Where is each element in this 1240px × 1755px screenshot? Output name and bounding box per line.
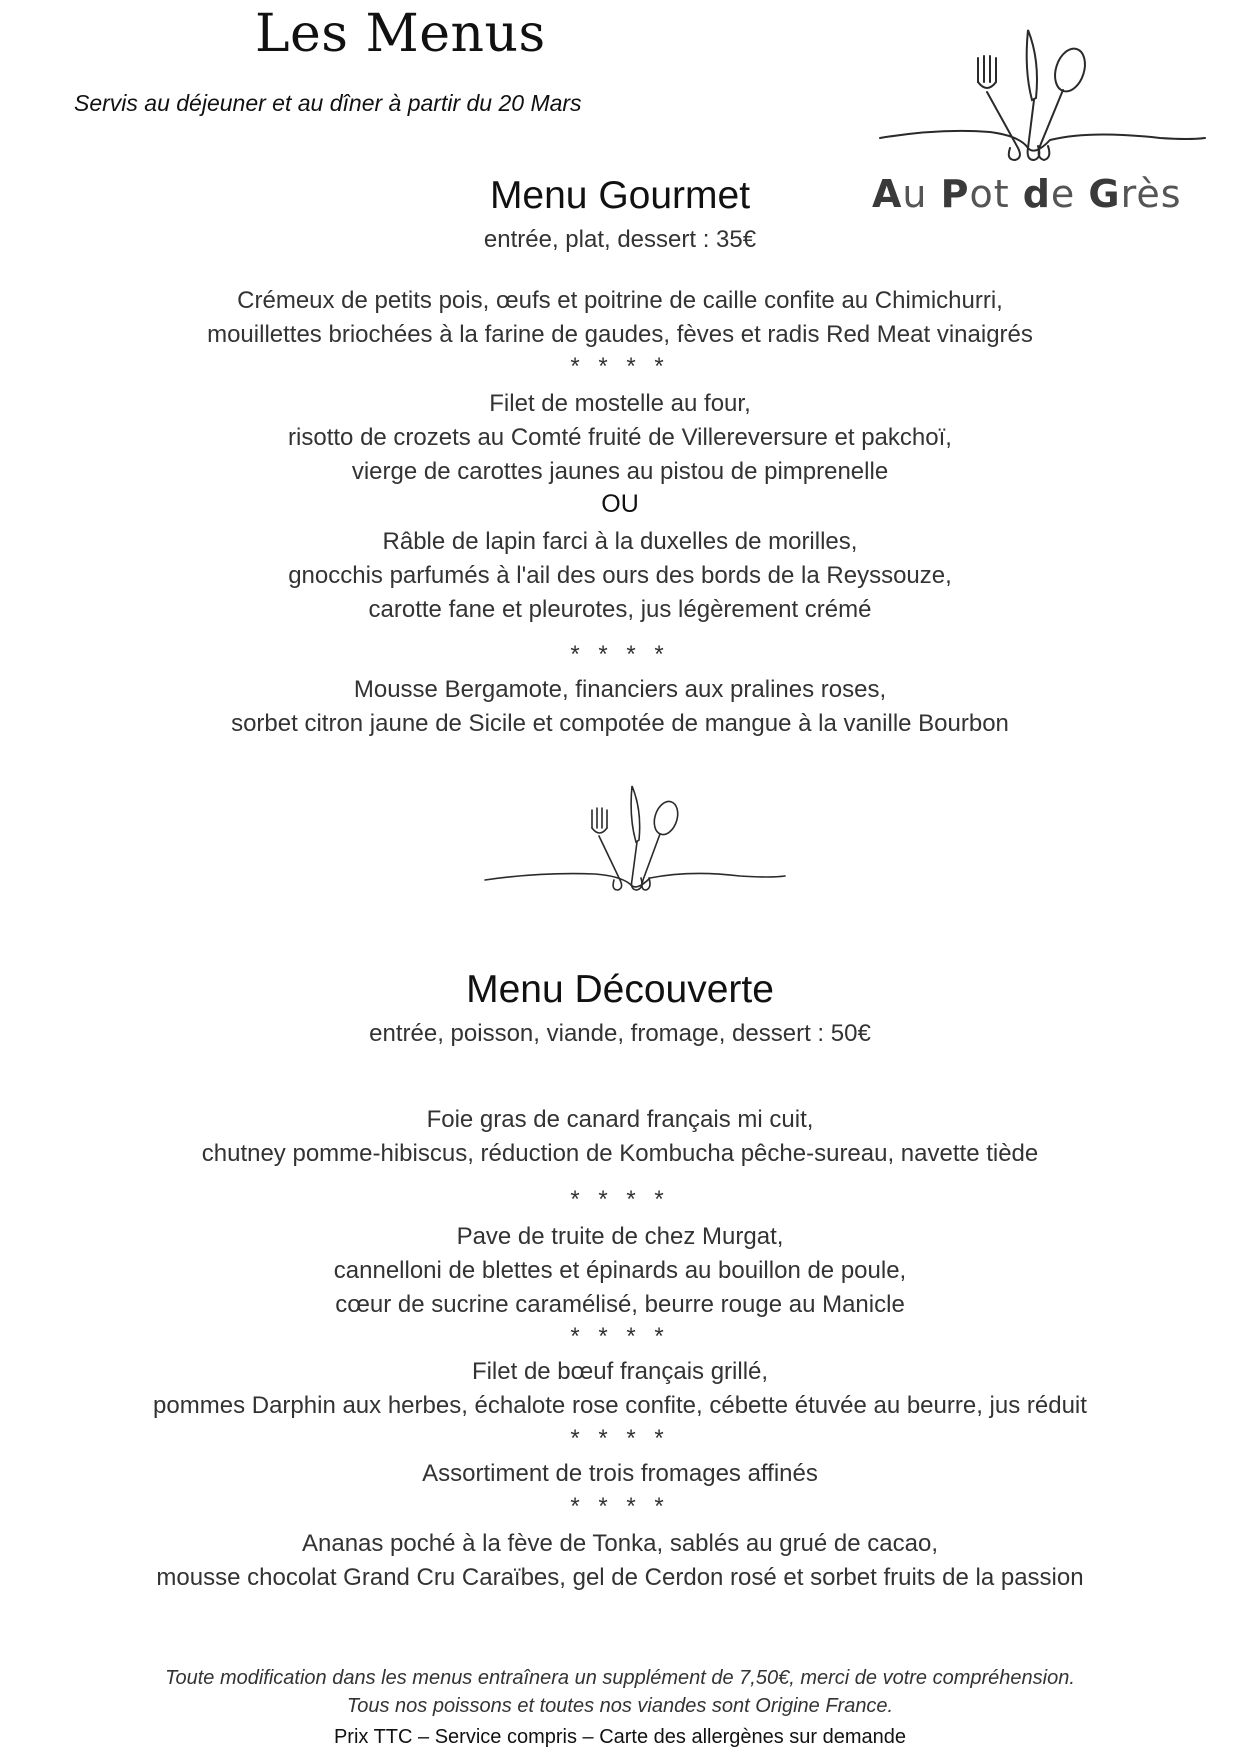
origin-note: Tous nos poissons et toutes nos viandes sont Origine France.	[346, 1695, 894, 1717]
separator-stars: * * * *	[570, 1493, 670, 1520]
dish-line: sorbet citron jaune de Sicile et compotée de mangue à la vanille Bourbon	[231, 710, 1009, 737]
separator-stars: * * * *	[570, 641, 670, 668]
dish-line: Foie gras de canard français mi cuit,	[426, 1106, 814, 1133]
dish-line: cœur de sucrine caramélisé, beurre rouge au Manicle	[335, 1291, 905, 1318]
dish-line: Filet de bœuf français grillé,	[471, 1358, 769, 1385]
dish-line: pommes Darphin aux herbes, échalote rose confite, cébette étuvée au beurre, jus réduit	[153, 1392, 1087, 1419]
dish-line: mousse chocolat Grand Cru Caraïbes, gel de Cerdon rosé et sorbet fruits de la passion	[156, 1564, 1084, 1591]
dish-line: Ananas poché à la fève de Tonka, sablés au grué de cacao,	[301, 1530, 938, 1557]
menu-decouverte-viande	[0, 1355, 1240, 1423]
page-title: Les Menus	[255, 4, 546, 64]
menu-decouverte-entree	[0, 1103, 1240, 1171]
dish-line: vierge de carottes jaunes au pistou de pimprenelle	[351, 458, 889, 485]
or-label: OU	[601, 490, 639, 518]
dish-line: risotto de crozets au Comté fruité de Villereversure et pakchoï,	[288, 424, 952, 451]
menu-decouverte-price: entrée, poisson, viande, fromage, dessert : 50€	[369, 1020, 871, 1047]
dish-line: Assortiment de trois fromages affinés	[422, 1460, 818, 1487]
menu-gourmet-plat2	[0, 525, 1240, 627]
separator-stars: * * * *	[570, 1186, 670, 1213]
separator-stars: * * * *	[570, 353, 670, 380]
dish-line: carotte fane et pleurotes, jus légèrement crémé	[368, 596, 872, 623]
menu-decouverte-fromage	[0, 1457, 1240, 1491]
separator-stars: * * * *	[570, 1425, 670, 1452]
menu-gourmet-title: Menu Gourmet	[489, 174, 751, 217]
logo-wordmark: Au Pot de Grès	[872, 172, 1182, 216]
separator-stars: * * * *	[570, 1323, 670, 1350]
fork-knife-spoon-icon	[480, 780, 790, 905]
dish-line: Pave de truite de chez Murgat,	[456, 1223, 784, 1250]
dish-line: Mousse Bergamote, financiers aux pralines roses,	[353, 676, 887, 703]
dish-line: mouillettes briochées à la farine de gaudes, fèves et radis Red Meat vinaigrés	[207, 321, 1033, 348]
dish-line: cannelloni de blettes et épinards au bouillon de poule,	[333, 1257, 907, 1284]
fork-knife-spoon-icon	[860, 20, 1210, 170]
dish-line: Râble de lapin farci à la duxelles de morilles,	[382, 528, 858, 555]
menu-decouverte-poisson	[0, 1220, 1240, 1322]
menu-decouverte-dessert	[0, 1527, 1240, 1595]
menu-gourmet-price: entrée, plat, dessert : 35€	[483, 226, 757, 253]
menu-gourmet-plat1	[0, 387, 1240, 489]
menu-gourmet-dessert	[0, 673, 1240, 741]
dish-line: Crémeux de petits pois, œufs et poitrine de caille confite au Chimichurri,	[237, 287, 1003, 314]
menu-decouverte-title: Menu Découverte	[466, 968, 774, 1011]
dish-line: Filet de mostelle au four,	[489, 390, 751, 417]
menu-gourmet-entree	[0, 284, 1240, 352]
section-divider	[480, 780, 790, 905]
footer-notes	[0, 1664, 1240, 1720]
dish-line: chutney pomme-hibiscus, réduction de Kombucha pêche-sureau, navette tiède	[201, 1140, 1039, 1167]
footer-legal: Prix TTC – Service compris – Carte des allergènes sur demande	[333, 1726, 907, 1748]
dish-line: gnocchis parfumés à l'ail des ours des bords de la Reyssouze,	[288, 562, 952, 589]
modification-note: Toute modification dans les menus entraînera un supplément de 7,50€, merci de votre compréhension.	[165, 1667, 1075, 1689]
page-subtitle: Servis au déjeuner et au dîner à partir du 20 Mars	[74, 90, 582, 116]
